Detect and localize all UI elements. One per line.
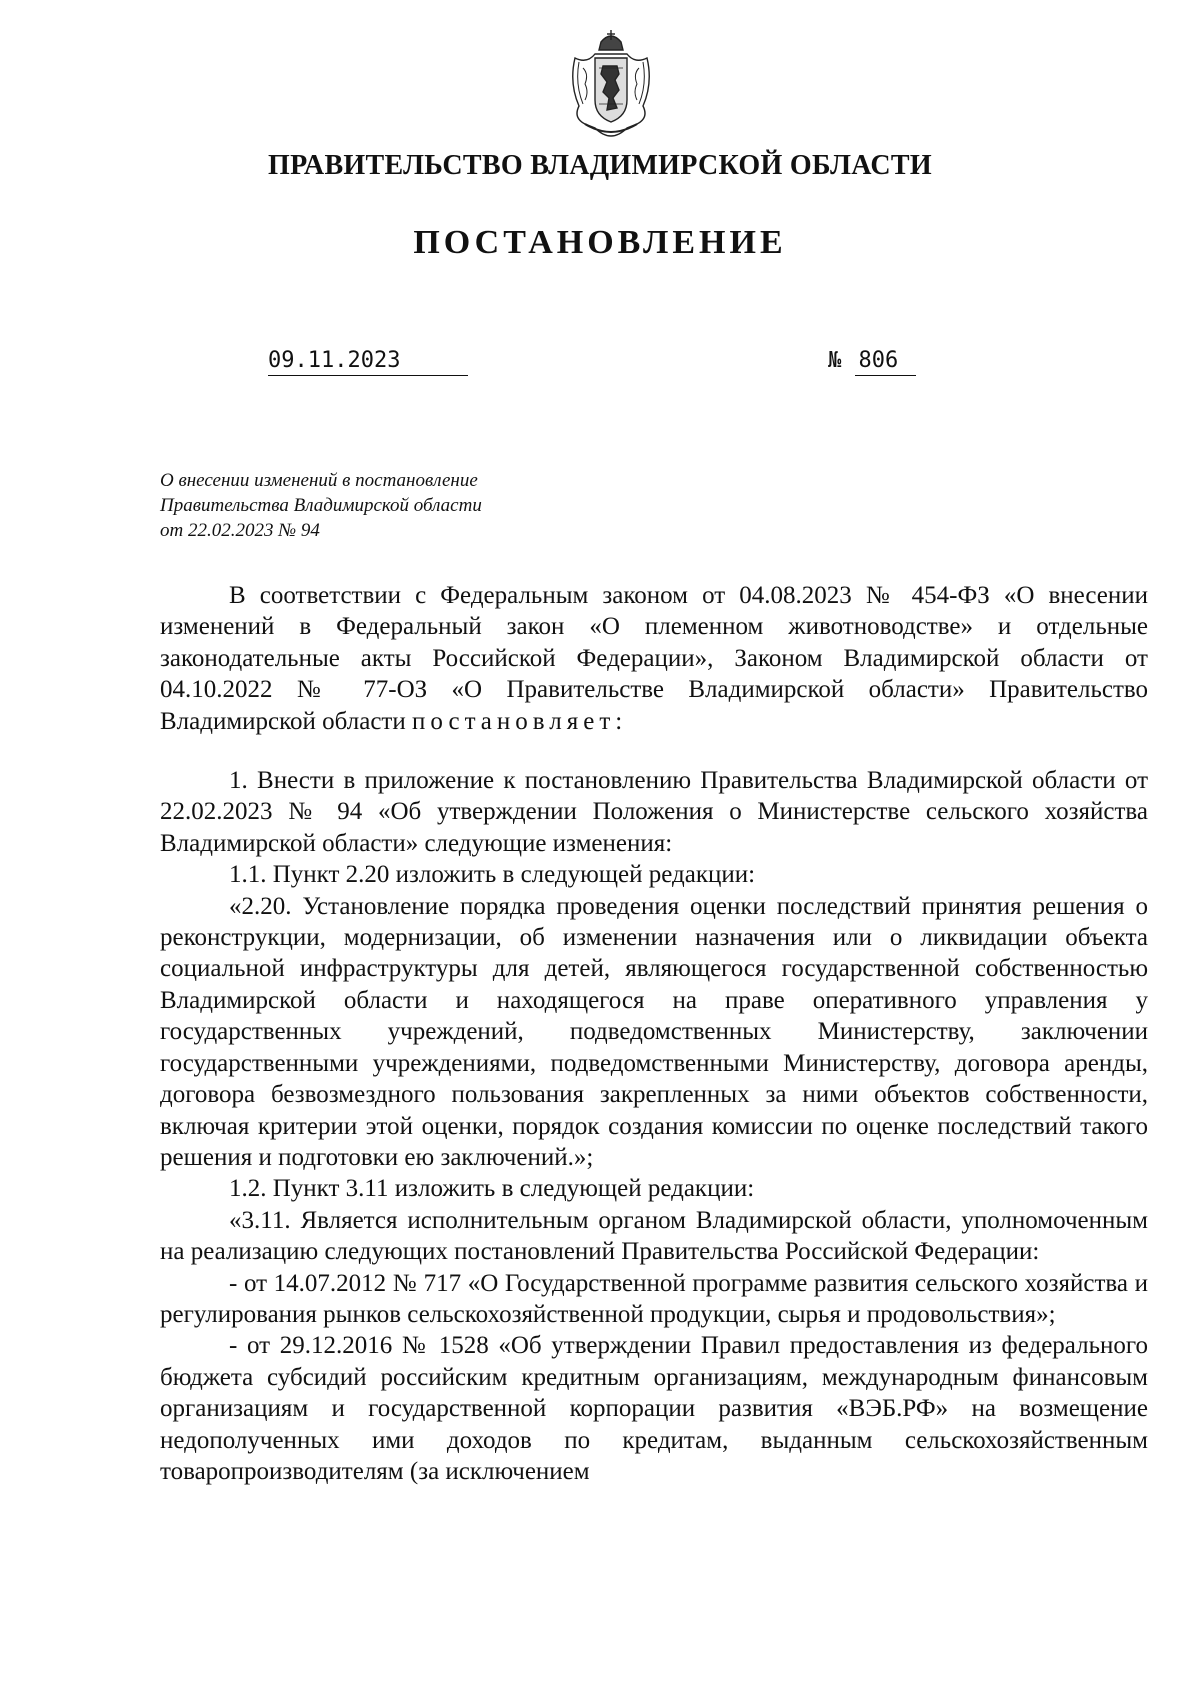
subject-line: Правительства Владимирской области — [160, 495, 482, 516]
list-item: - от 29.12.2016 № 1528 «Об утверждении Правил предоставления из федерального бюджета субсидий российским кредитным организациям, международным финансовым организациям и государственной корпорации развития «ВЭБ.РФ» на возмещение недополученных ими доходов по кредитам, выданным сельскохозяйственным товаропроизводителям (за исключением — [160, 1332, 1148, 1485]
decree-date: 09.11.2023 — [268, 348, 468, 376]
clause-2-20-paragraph: «2.20. Установление порядка проведения оценки последствий принятия решения о реконструкции, модернизации, об изменении назначения или о ликвидации объекта социальной инфраструктуры для детей, являющегося государственной собственностью Владимирской области и находящегося на праве оперативного управления у государственных учреждений, подведомственных Министерству, заключении государственными учреждениями, подведомственными Министерству, договора аренды, договора безвозмездного пользования закрепленных за ними объектов собственности, включая критерии этой оценки, порядок создания комиссии по оценке последствий такого решения и подготовки ею заключений.»; — [160, 892, 1148, 1171]
number-sign: № — [828, 348, 842, 373]
item-1-1-paragraph: 1.1. Пункт 2.20 изложить в следующей редакции: — [229, 861, 756, 889]
preamble-paragraph — [160, 580, 1148, 737]
decree-number: 806 — [855, 348, 917, 376]
item-1-2-paragraph: 1.2. Пункт 3.11 изложить в следующей редакции: — [229, 1175, 755, 1203]
list-item: - от 14.07.2012 № 717 «О Государственной программе развития сельского хозяйства и регулирования рынков сельскохозяйственной продукции, сырья и продовольствия»; — [160, 1269, 1148, 1328]
coat-of-arms-icon — [565, 28, 657, 138]
decree-subject — [160, 468, 610, 543]
subject-line: О внесении изменений в постановление — [160, 470, 478, 491]
decree-word: постановляет: — [411, 707, 628, 735]
subject-line: от 22.02.2023 № 94 — [160, 520, 320, 541]
decree-number-block — [828, 348, 916, 376]
clause-3-11-paragraph: «3.11. Является исполнительным органом Владимирской области, уполномоченным на реализацию следующих постановлений Правительства Российской Федерации: — [160, 1206, 1148, 1266]
government-title: ПРАВИТЕЛЬСТВО ВЛАДИМИРСКОЙ ОБЛАСТИ — [268, 150, 932, 181]
document-type-title: ПОСТАНОВЛЕНИЕ — [413, 224, 787, 261]
decree-body — [160, 580, 1148, 1487]
item-1-paragraph: 1. Внести в приложение к постановлению Правительства Владимирской области от 22.02.2023 № 94 «Об утверждении Положения о Министерстве сельского хозяйства Владимирской области» следующие изменения: — [160, 767, 1148, 857]
preamble-text: В соответствии с Федеральным законом от 04.08.2023 № 454-ФЗ «О внесении изменений в Федеральный закон «О племенном животноводстве» и отдельные законодательные акты Российской Федерации», Законом Владимирской области от 04.10.2022 № 77-ОЗ «О Правительстве Владимирской области» Правительство Владимирской области — [160, 582, 1148, 735]
